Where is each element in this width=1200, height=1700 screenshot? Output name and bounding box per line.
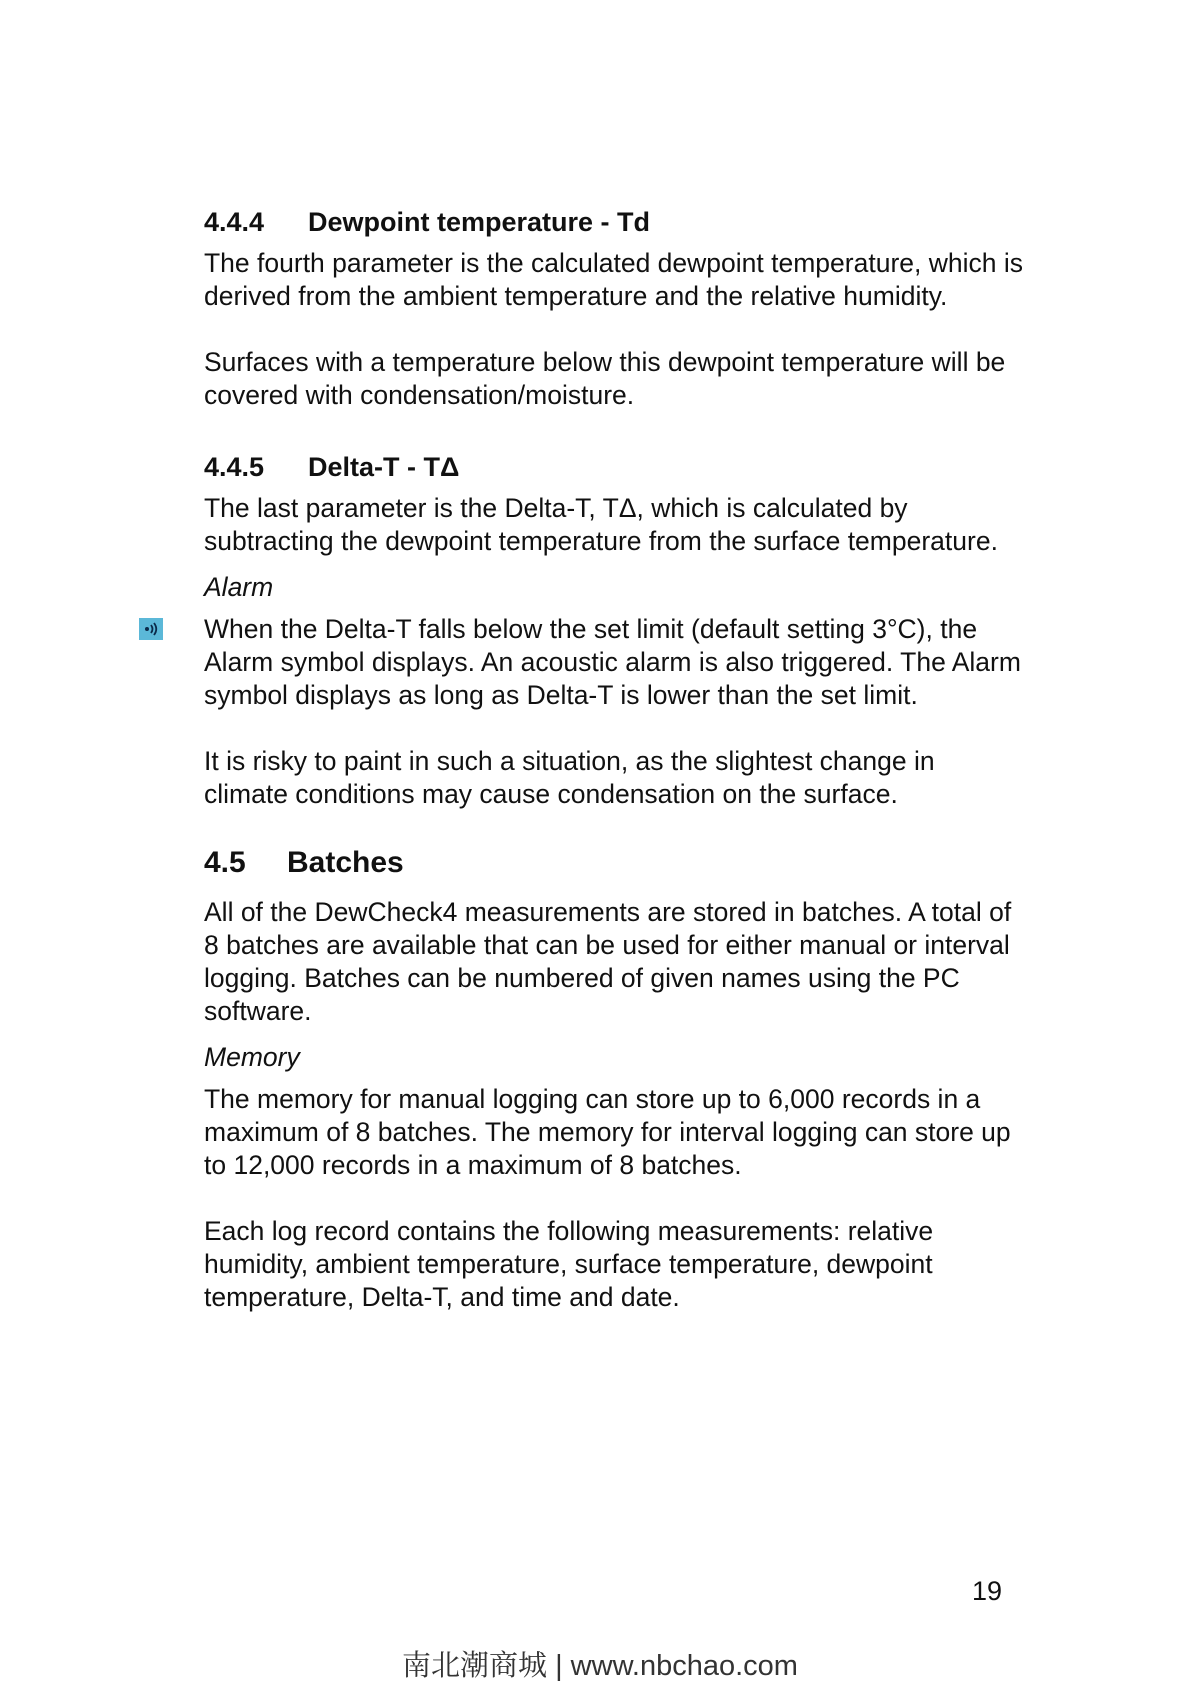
paragraph: The last parameter is the Delta-T, TΔ, which is calculated by subtracting the dewpoint temperature from the surface temperature. [204, 493, 998, 556]
section-heading-4-5 [204, 844, 1024, 882]
paragraph: It is risky to paint in such a situation, as the slightest change in climate conditions may cause condensation on the surface. [204, 746, 935, 809]
section-heading-4-4-5 [204, 450, 1024, 484]
section-number: 4.4.5 [204, 452, 265, 482]
footer-watermark: 南北潮商城 | www.nbchao.com [402, 1650, 798, 1682]
paragraph: When the Delta-T falls below the set limit (default setting 3°C), the Alarm symbol displays. An acoustic alarm is also triggered. The Alarm symbol displays as long as Delta-T is lower than the set limit. [204, 614, 1021, 710]
paragraph: The memory for manual logging can store up to 6,000 records in a maximum of 8 batches. The memory for interval logging can store up to 12,000 records in a maximum of 8 batches. [204, 1084, 1011, 1180]
paragraph: Surfaces with a temperature below this dewpoint temperature will be covered with condensation/moisture. [204, 347, 1006, 410]
section-number: 4.5 [204, 846, 246, 879]
section-title: Dewpoint temperature - Td [308, 207, 651, 237]
paragraph: Each log record contains the following measurements: relative humidity, ambient temperature, surface temperature, dewpoint temperature, Delta-T, and time and date. [204, 1216, 934, 1312]
alarm-paragraph-block [204, 613, 1024, 712]
page-content [204, 205, 1024, 1314]
page-number: 19 [971, 1576, 1002, 1606]
paragraph: All of the DewCheck4 measurements are stored in batches. A total of 8 batches are available that can be used for either manual or interval logging. Batches can be numbered of given names using the PC software. [204, 897, 1012, 1026]
section-number: 4.4.4 [204, 207, 265, 237]
subsection-label-alarm: Alarm [204, 572, 274, 602]
section-title: Delta-T - TΔ [308, 452, 460, 482]
alarm-icon [139, 618, 163, 640]
paragraph: The fourth parameter is the calculated dewpoint temperature, which is derived from the ambient temperature and the relative humidity. [204, 248, 1023, 311]
subsection-label-memory: Memory [204, 1042, 300, 1072]
section-title: Batches [287, 846, 404, 879]
section-heading-4-4-4 [204, 205, 1024, 239]
